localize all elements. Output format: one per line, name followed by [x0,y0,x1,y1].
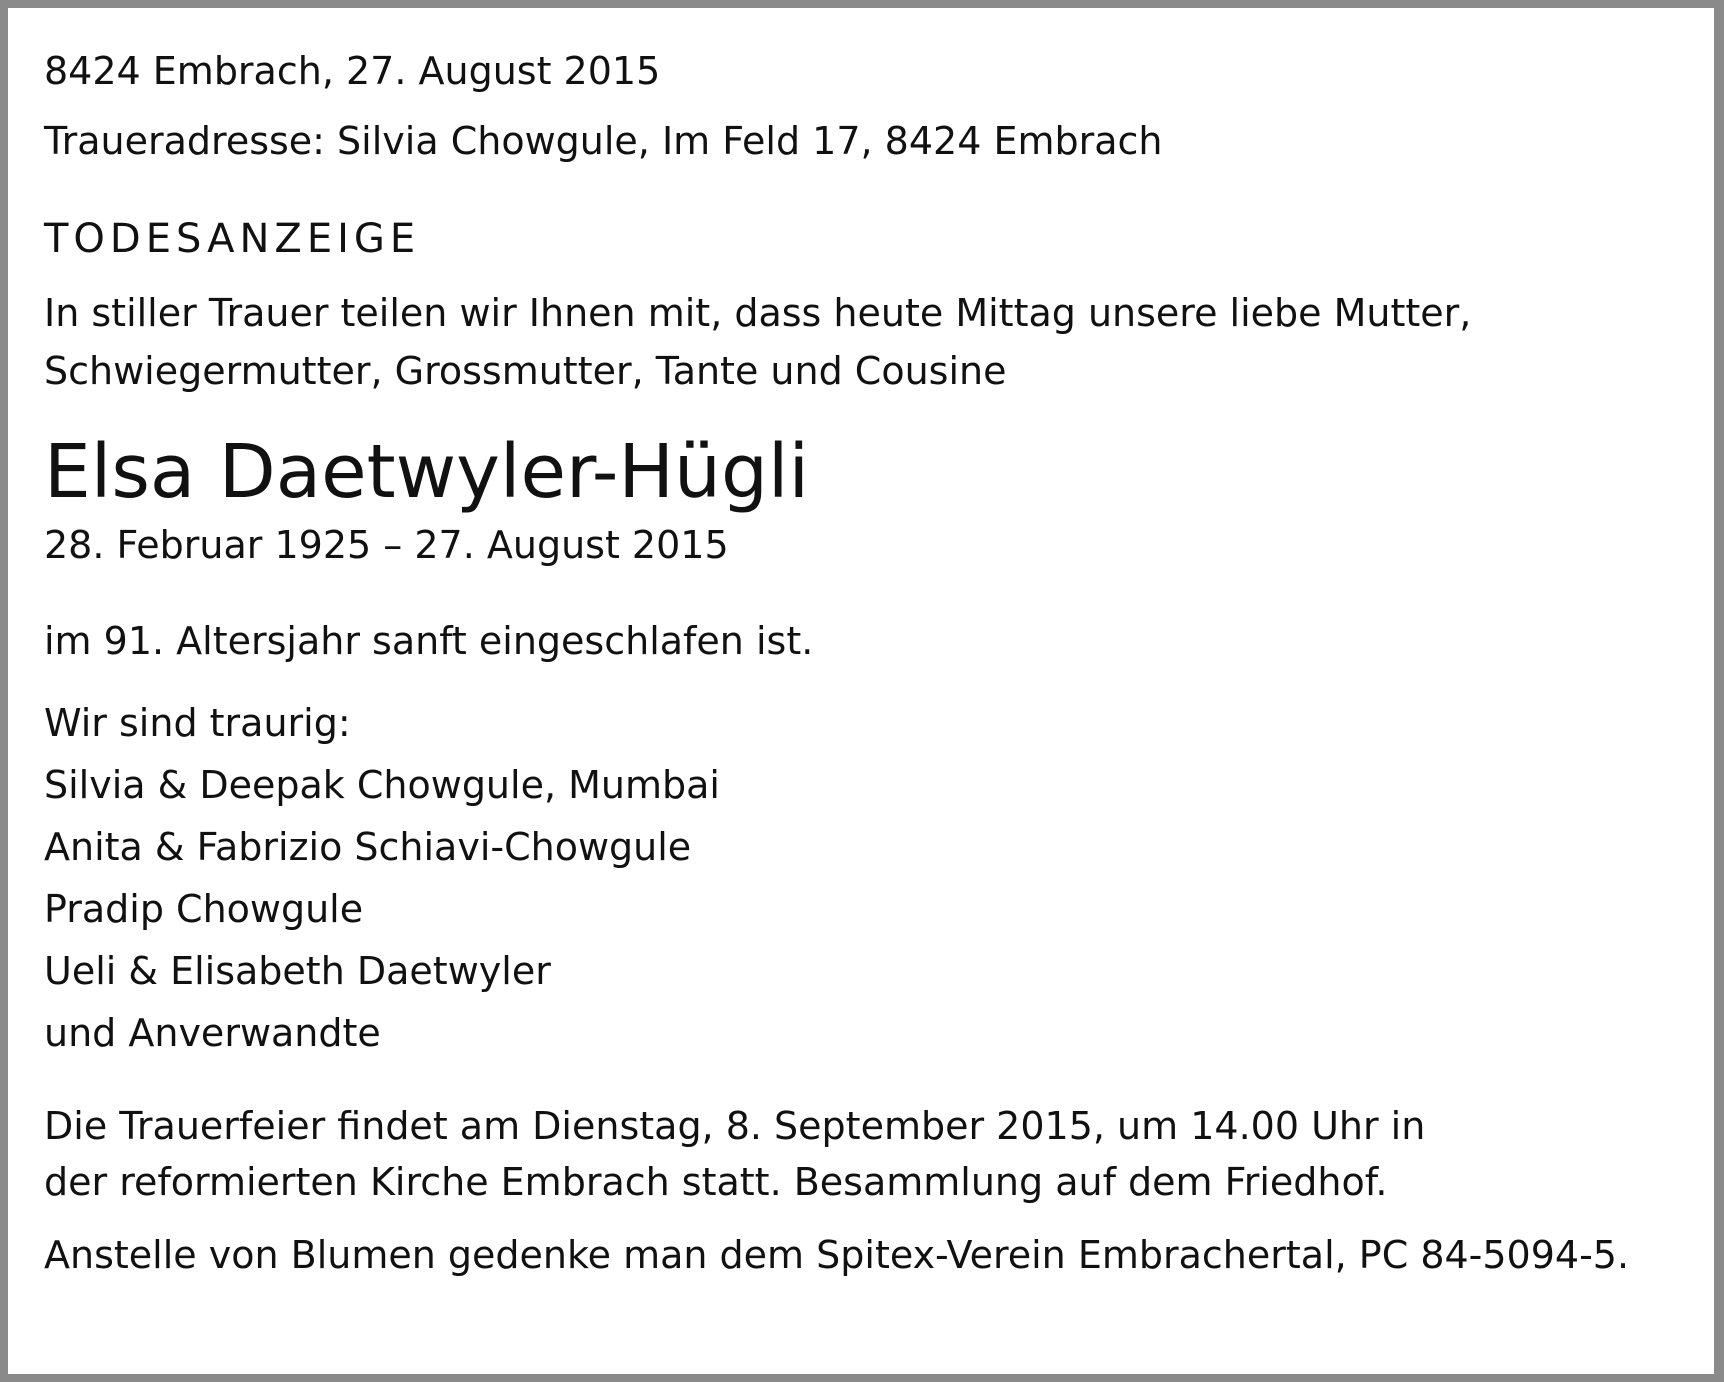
deceased-name: Elsa Daetwyler-Hügli [44,429,810,515]
donation-note: Anstelle von Blumen gedenke man dem Spitex-Verein Embrachertal, PC 84-5094-5. [44,1233,1630,1277]
mourners-list [44,692,1704,1064]
mourner-name: Silvia & Deepak Chowgule, Mumbai [44,763,720,807]
life-dates: 28. Februar 1925 – 27. August 2015 [44,523,729,567]
death-notice [44,40,1704,1284]
place-date: 8424 Embrach, 27. August 2015 [44,49,661,93]
mourner-name: Pradip Chowgule [44,887,364,931]
mourning-address: Traueradresse: Silvia Chowgule, Im Feld 17, 8424 Embrach [44,119,1163,163]
intro-line: Schwiegermutter, Grossmutter, Tante und Cousine [44,349,1007,393]
mourners-heading: Wir sind traurig: [44,701,351,745]
ceremony-line: Die Trauerfeier findet am Dienstag, 8. September 2015, um 14.00 Uhr in [44,1104,1426,1148]
intro-line: In stiller Trauer teilen wir Ihnen mit, dass heute Mittag unsere liebe Mutter, [44,291,1472,335]
intro-text [44,284,1704,400]
age-statement: im 91. Altersjahr sanft eingeschlafen ist. [44,619,814,663]
mourner-name: Ueli & Elisabeth Daetwyler [44,949,551,993]
mourner-name: Anita & Fabrizio Schiavi-Chowgule [44,825,692,869]
ceremony-line: der reformierten Kirche Embrach statt. Besammlung auf dem Friedhof. [44,1160,1388,1204]
ceremony-info [44,1098,1704,1210]
notice-title: TODESANZEIGE [44,216,421,262]
mourner-name: und Anverwandte [44,1011,381,1055]
